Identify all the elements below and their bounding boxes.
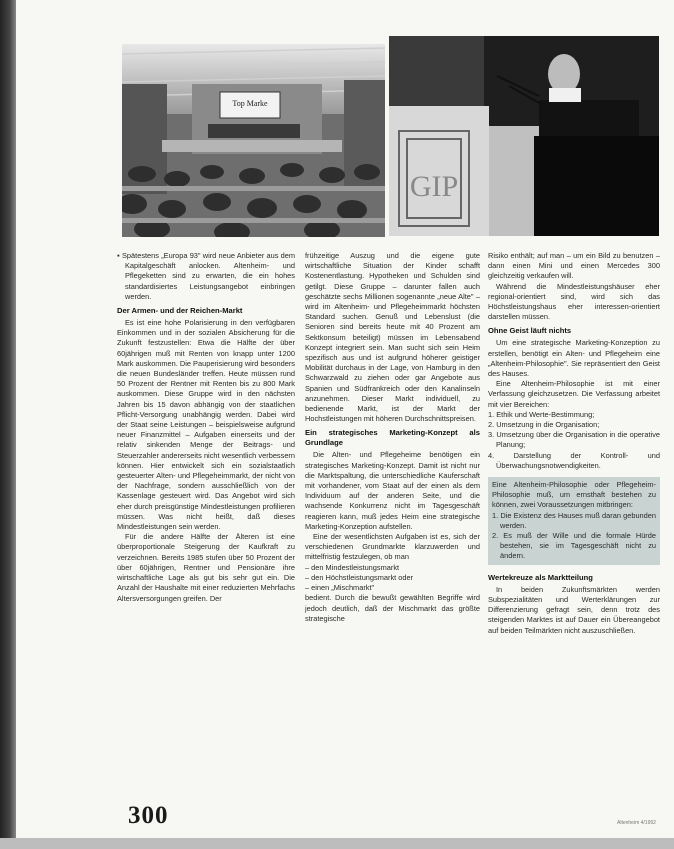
page-number: 300 bbox=[128, 802, 169, 829]
highlight-box bbox=[488, 477, 660, 565]
conference-hall-photo bbox=[122, 44, 385, 237]
podium-letters: GIP bbox=[409, 170, 459, 203]
text-column-3 bbox=[488, 251, 660, 636]
paragraph: Eine der wesentlichsten Aufgaben ist es, sich der verschiedenen Grundmarkte klarzuwerden und mittelfristig festzulegen, ob man bbox=[305, 532, 480, 562]
paragraph: Risiko enthält; auf man – um ein Bild zu benutzen – dann einen Mini und einen Mercedes 300 gleichzeitig verkaufen will. bbox=[488, 251, 660, 281]
paragraph: Für die andere Hälfte der Älteren ist eine überproportionale Steigerung der Kaufkraft zu verzeichnen. Bereits 1985 stufen über 50 Prozent der über 60jährigen, Rentner und Pensionäre ihre wirtschaftliche Lage als gut bis sehr gut ein. Die Anzahl der Haushalte mit einer reduzierten Mehrfachs Altersversorgungen greifen. Der bbox=[117, 532, 295, 603]
issue-label: Altenheim 4/1992 bbox=[617, 820, 656, 826]
market-type-list bbox=[305, 563, 480, 594]
section-heading-armen-reichen-markt: Der Armen- und der Reichen-Markt bbox=[117, 306, 243, 316]
list-item: – den Mindestleistungsmarkt bbox=[305, 562, 400, 572]
list-item: ▪ Spätestens „Europa 93" wird neue Anbieter aus dem Kapitalgeschäft anlocken. Altenheim- und Pflegeketten sind zu erwarten, die ein hohes standardisiertes Leistungsangebot einbringen werden. bbox=[117, 251, 295, 301]
paragraph: Eine Altenheim-Philosophie ist mit einer Verfassung gleichzusetzen. Die Verfassung arbeitet mit vier Bereichen: bbox=[488, 379, 660, 409]
section-heading-wertekreuze: Wertekreuze als Marktteilung bbox=[488, 572, 593, 582]
paragraph: Um eine strategische Marketing-Konzeption zu erstellen, benötigt ein Alten- und Pflegeheim eine „Altenheim-Philosophie". Sie repräsentiert den Geist des Hauses. bbox=[488, 338, 660, 379]
bullet-list bbox=[117, 251, 295, 302]
stage-banner-text: Top Marke bbox=[232, 99, 268, 108]
text-column-1 bbox=[117, 251, 295, 604]
list-item: 1. Ethik und Werte-Bestimmung; bbox=[488, 409, 595, 419]
paragraph: In beiden Zukunftsmärkten werden Subspezialitäten und Werterklärungen zur Differenzierung gefragt sein, denn trotz des steigenden Marktes ist auf Dauer ein Übereangebot auf beiden Teilmärkten nicht auszuschließen. bbox=[488, 584, 660, 635]
list-item: 1. Die Existenz des Hauses muß daran gebunden werden. bbox=[492, 510, 656, 530]
text-column-2 bbox=[305, 251, 480, 624]
section-heading-ohne-geist: Ohne Geist läuft nichts bbox=[488, 326, 572, 336]
speaker-at-podium-photo bbox=[389, 36, 659, 236]
list-item: 4. Darstellung der Kontroll- und Überwachungsnotwendigkeiten. bbox=[488, 450, 660, 470]
box-intro: Eine Altenheim-Philosophie oder Pflegeheim-Philosophie muß, um ernsthaft bestehen zu können, zwei Voraussetzungen mitbringen: bbox=[492, 480, 656, 510]
box-list bbox=[492, 511, 656, 562]
verfassung-areas-list bbox=[488, 410, 660, 471]
paragraph: bedient. Durch die bewußt gewählten Begriffe wird jedoch deutlich, daß der Mischmarkt das größte strategische bbox=[305, 593, 480, 623]
page-binding-edge bbox=[0, 0, 16, 849]
paragraph: Die Alten- und Pflegeheime benötigen ein strategisches Marketing-Konzept. Damit ist nicht nur die Marktspaltung, die unterschiedliche Kauferschaft mit vorhandener, vom Staat auf der einen als dem Individuum auf der anderen Seite, und die wachsende Konkurrenz nicht im Tagesgeschäft reagieren kann, muß jedes Heim eine strategische Marketing-Konzeption aufstellen. bbox=[305, 450, 480, 531]
paragraph: frühzeitige Auszug und die eigene gute wirtschaftliche Situation der Kinder schafft Kostenentlastung. Hypotheken und Schulden sind getilgt. Diese Gruppe – darunter fallen auch geschätzte sechs Millionen sogenannte „neue Alte" – wird im Altenheim- und Pflegeheimmarkt höchsten Standard suchen. Genuß und Lebenslust (die Senioren sind bereits heute mit 40 Prozent am Sektkonsum beteiligt) müssen im Lebensabend Konzept integriert sein. Man sucht sich sein Heim spezifisch aus und ist aufgrund höherer geistiger Mobilität durchaus in der Lage, von Hamburg in den Schwarzwald zu ziehen oder gar Angebote aus Spanien und Südfrankreich oder den Kanalinseln anzunehmen. Dieser Markt individuell, zu bedienende Markt, ist der Markt der Hochstleistungen mit höheren Durchschnittspreisen. bbox=[305, 251, 480, 424]
paragraph: Es ist eine hohe Polarisierung in den verfügbaren Einkommen und in der sozialen Absicherung für die Zukunft festzustellen: Etwa die Hälfte der über 60jährigen muß mit Renten von knapp unter 1200 Mark auskommen. Die Pauperisierung wird besonders die neuen Bundesländer treffen. Heute müssen rund 50 Prozent der Rentner mit Renten bis zu 800 Mark auskommen. Diese Gruppe wird in den nächsten Jahren bis 15 davon abhängig von der staatlichen Pflicht-Versorgung unabhängig werden. Dabei wird der Staat seine Leistungen – beispielsweise aufgrund neuer Finanzmittel – Aufgaben einerseits und der relativ sinkenden Menge der Beitrags- und Steuerzahler andererseits nicht wesentlich verbessern können. Hier entwickelt sich ein sozialstaatlich gesteuerter Alten- und Pflegeheimmarkt, der nicht von der Nachfrage, sondern ausschließlich von der Kassenlage gesteuert wird. Das Angebot wird sich eher durch preisgünstige Mindestleistungen profilieren müssen. Was nicht heißt, daß dieses Mindestleistungen sein werden. bbox=[117, 318, 295, 532]
list-item: 2. Es muß der Wille und die formale Hürde bestehen, sie im Tagesgeschäft nicht zu ändern. bbox=[492, 531, 656, 561]
paragraph: Während die Mindestleistungshäuser eher regional-orientiert sind, wird sich das Höchstleistungshaus eher interessen-orientiert darstellen müssen. bbox=[488, 281, 660, 322]
list-item: – einen „Mischmarkt" bbox=[305, 583, 375, 593]
scan-bottom-edge bbox=[0, 838, 674, 849]
list-item: 3. Umsetzung über die Organisation in die operative Planung; bbox=[488, 430, 660, 450]
list-item: 2. Umsetzung in die Organisation; bbox=[488, 420, 600, 430]
list-item: – den Höchstleistungsmarkt oder bbox=[305, 572, 414, 582]
section-heading-marketing-konzept: Ein strategisches Marketing-Konzept als Grundlage bbox=[305, 428, 480, 448]
